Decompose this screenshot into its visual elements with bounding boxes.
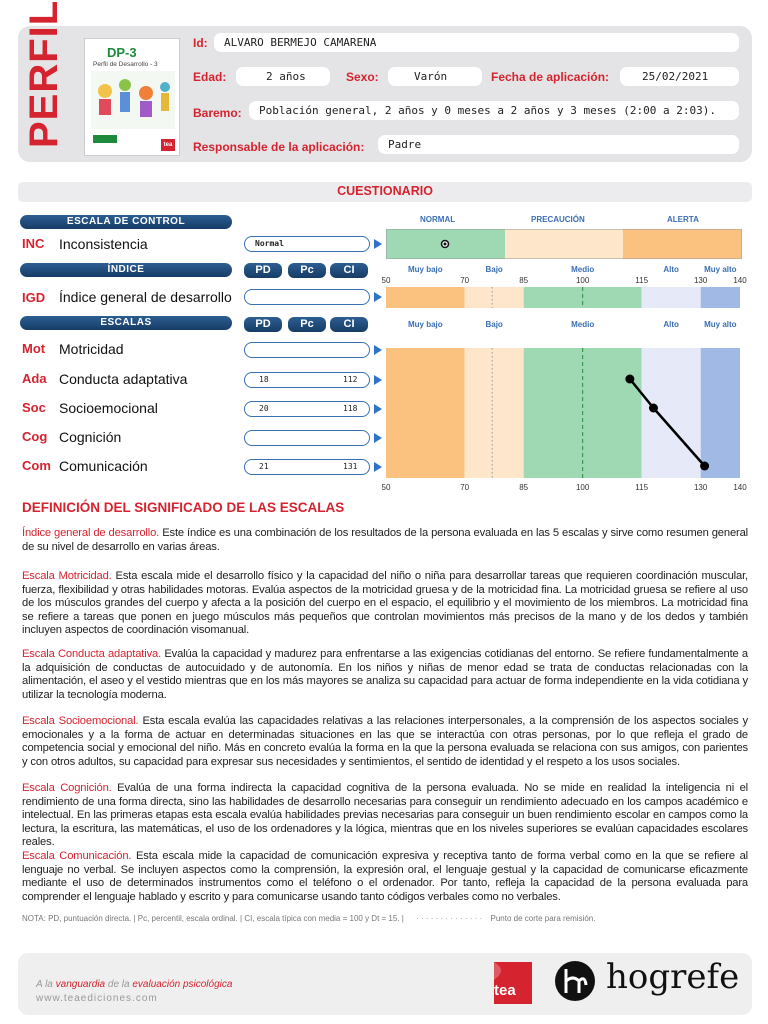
- profile-point-conducta-adaptativa: [625, 375, 634, 384]
- scales-tick-label: 100: [575, 483, 590, 492]
- igd-tick-label: 70: [460, 276, 470, 285]
- igd-tick-label: 100: [575, 276, 590, 285]
- scales-pc-header: Pc: [288, 317, 326, 332]
- scales-chart: [370, 316, 760, 496]
- scales-tick-label: 50: [381, 483, 391, 492]
- igd-band-alto: [642, 287, 701, 308]
- igd-chart: [370, 262, 760, 312]
- socioemocional-ci-value: 118: [343, 404, 358, 413]
- questionnaire-title: CUESTIONARIO: [337, 184, 433, 198]
- cover-illustration: [91, 71, 175, 129]
- cognicion-arrow-icon: [374, 433, 382, 443]
- socioemocional-score-field[interactable]: [244, 401, 370, 417]
- scales-band-bajo: [465, 348, 524, 478]
- hogrefe-logo-icon: [553, 959, 597, 1003]
- scales-band-label: Medio: [571, 320, 595, 329]
- note: [22, 914, 748, 924]
- cover-tea-logo: tea: [161, 139, 175, 151]
- motricidad-name: Motricidad: [59, 341, 124, 357]
- band-alerta-label: ALERTA: [667, 215, 699, 224]
- conducta-adaptativa-code: Ada: [22, 371, 47, 386]
- def-cognicion: Escala Cognición. Evalúa de una forma indirecta la capacidad cognitiva de la persona evaluada. No se mide en realidad la inteligencia ni el rendimiento de una forma directa, sino las habilidades de desarrollo necesarias para conseguir un rendimiento adecuado en los campos académico e intelectual. En las primeras etapas esta escala evalúa habilidades previas necesarias para conseguir un buen rendimiento escolar en campos como la lectura, la escritura, las matemáticas, el uso de los ordenadores y la lógica, mientras que en los niveles superiores se evalúan capacidades escolares reales.: [22, 782, 749, 849]
- motricidad-arrow-icon: [374, 345, 382, 355]
- igd-arrow-icon: [374, 292, 382, 302]
- edad-field[interactable]: 2 años: [236, 67, 330, 86]
- responsable-label: Responsable de la aplicación:: [193, 140, 365, 154]
- definitions-title: DEFINICIÓN DEL SIGNIFICADO DE LAS ESCALAS: [22, 500, 345, 515]
- index-header: ÍNDICE: [20, 263, 232, 277]
- igd-band-bajo: [465, 287, 524, 308]
- socioemocional-code: Soc: [22, 400, 46, 415]
- responsable-field[interactable]: Padre: [378, 135, 739, 154]
- def-igd: Índice general de desarrollo. Este índice es una combinación de los resultados de la persona evaluada en las 5 escalas y sirve como resumen general de su nivel de desarrollo en varias áreas.: [22, 527, 749, 553]
- index-pc-header: Pc: [288, 263, 326, 278]
- sexo-label: Sexo:: [346, 70, 379, 84]
- conducta-adaptativa-arrow-icon: [374, 375, 382, 385]
- scales-band-label: Alto: [663, 320, 679, 329]
- comunicacion-ci-value: 131: [343, 462, 358, 471]
- scales-tick-label: 70: [460, 483, 470, 492]
- edad-label: Edad:: [193, 70, 227, 84]
- conducta-adaptativa-ci-value: 112: [343, 375, 358, 384]
- perfil-title: PERFIL: [22, 0, 66, 148]
- igd-band-muy-alto: [701, 287, 740, 308]
- band-normal-label: NORMAL: [420, 215, 456, 224]
- igd-tick-label: 140: [733, 276, 747, 285]
- comunicacion-score-field[interactable]: [244, 459, 370, 475]
- socioemocional-pd-value: 20: [259, 404, 269, 413]
- igd-tick-label: 115: [635, 276, 649, 285]
- socioemocional-arrow-icon: [374, 404, 382, 414]
- control-band-precaucion: [505, 229, 623, 259]
- conducta-adaptativa-name: Conducta adaptativa: [59, 371, 188, 387]
- igd-tick-label: 50: [381, 276, 391, 285]
- scales-band-label: Bajo: [485, 320, 503, 329]
- comunicacion-arrow-icon: [374, 462, 382, 472]
- igd-tick-label: 85: [519, 276, 529, 285]
- scales-tick-label: 140: [733, 483, 747, 492]
- hogrefe-wordmark: hogrefe: [606, 957, 740, 997]
- inc-arrow-icon: [374, 239, 382, 249]
- footer-url[interactable]: www.teaediciones.com: [36, 993, 158, 1004]
- scales-ci-header: CI: [330, 317, 368, 332]
- baremo-field[interactable]: Población general, 2 años y 0 meses a 2 años y 3 meses (2:00 a 2:03).: [249, 101, 739, 120]
- id-field[interactable]: ALVARO BERMEJO CAMARENA: [214, 33, 739, 52]
- scales-tick-label: 115: [635, 483, 649, 492]
- footer-slogan: A la vanguardia de la evaluación psicológica: [36, 979, 233, 990]
- conducta-adaptativa-score-field[interactable]: [244, 372, 370, 388]
- scales-band-alto: [642, 348, 701, 478]
- scales-band-label: Muy alto: [704, 320, 737, 329]
- igd-name: Índice general de desarrollo: [59, 289, 232, 305]
- igd-code: IGD: [22, 290, 46, 305]
- def-conducta-adaptativa: Escala Conducta adaptativa. Evalúa la capacidad y madurez para enfrentarse a las exigencias cotidianas del entorno. Se refiere fundamentalmente a la adquisición de conductas de autocuidado y de autonomía. En los niños y niñas de menor edad se trata de conductas relacionadas con la alimentación, el aseo y el vestido mientras que en los más mayores se analiza su capacidad para actuar de forma independiente en la vida cotidiana y utilizar la tecnología moderna.: [22, 648, 749, 701]
- igd-score-field[interactable]: [244, 289, 370, 305]
- inc-code: INC: [22, 236, 45, 251]
- comunicacion-name: Comunicación: [59, 458, 148, 474]
- cover-figure-icon: [98, 84, 112, 98]
- control-band-alerta: [623, 229, 742, 259]
- comunicacion-code: Com: [22, 458, 51, 473]
- scales-header: ESCALAS: [20, 316, 232, 330]
- index-pd-header: PD: [244, 263, 282, 278]
- cover-subtitle: Perfil de Desarrollo - 3: [93, 61, 158, 68]
- tea-logo-text: tea: [494, 982, 516, 999]
- note-dots: · · · · · · · · · · · · · ·: [416, 914, 483, 923]
- profile-point-socioemocional: [649, 404, 658, 413]
- index-ci-header: CI: [330, 263, 368, 278]
- scales-band-muy-bajo: [386, 348, 465, 478]
- note-text: NOTA: PD, puntuación directa. | Pc, percentil, escala ordinal. | CI, escala típica con media = 100 y Dt = 15. |: [22, 914, 404, 923]
- socioemocional-name: Socioemocional: [59, 400, 158, 416]
- igd-band-label: Alto: [663, 265, 679, 274]
- scales-band-label: Muy bajo: [407, 320, 443, 329]
- igd-band-muy-bajo: [386, 287, 465, 308]
- comunicacion-pd-value: 21: [259, 462, 269, 471]
- id-label: Id:: [193, 36, 208, 50]
- control-bands: [386, 229, 742, 259]
- igd-tick-label: 130: [693, 276, 708, 285]
- cognicion-score-field[interactable]: [244, 430, 370, 446]
- inc-name: Inconsistencia: [59, 236, 148, 252]
- igd-band-label: Muy alto: [704, 265, 737, 274]
- band-precaucion-label: PRECAUCIÓN: [531, 215, 585, 224]
- note-cutoff: Punto de corte para remisión.: [490, 914, 596, 923]
- cover-title: DP-3: [107, 45, 137, 60]
- test-cover-image: [84, 38, 180, 156]
- igd-band-label: Muy bajo: [407, 265, 443, 274]
- motricidad-code: Mot: [22, 341, 46, 356]
- sexo-field[interactable]: Varón: [388, 67, 482, 86]
- scales-tick-label: 85: [519, 483, 529, 492]
- inc-value-field[interactable]: Normal: [244, 236, 370, 252]
- cognicion-name: Cognición: [59, 429, 122, 445]
- cognicion-code: Cog: [22, 429, 48, 444]
- scales-band-muy-alto: [701, 348, 740, 478]
- control-scale-header: ESCALA DE CONTROL: [20, 215, 232, 229]
- scales-tick-label: 130: [693, 483, 708, 492]
- baremo-label: Baremo:: [193, 106, 242, 120]
- def-comunicacion: Escala Comunicación. Esta escala mide la capacidad de comunicación expresiva y receptiva tanto de forma verbal como en la que se refiere al lenguaje no verbal. Se incluyen aspectos como la comprensión, la expresión oral, el lenguaje gestual y la capacidad de comunicarse eficazmente mediante el uso de determinados instrumentos como el teléfono o el ordenador. Por tanto, refleja la capacidad de la persona evaluada para comprender el lenguaje hablado y escrito y para comunicarse usando tanto códigos verbales como no verbales.: [22, 850, 748, 903]
- motricidad-score-field[interactable]: [244, 342, 370, 358]
- conducta-adaptativa-pd-value: 18: [259, 375, 269, 384]
- def-motricidad: Escala Motricidad. Esta escala mide el desarrollo físico y la capacidad del niño o niña para desarrollar tareas que requieren coordinación muscular, fuerza, flexibilidad y otras habilidades motoras. Evalúa aspectos de la motricidad gruesa y de la motricidad fina. La motricidad gruesa se refiere al uso de los músculos grandes del cuerpo y afecta a la posición del cuerpo en el espacio, el equilibrio y el movimiento de los miembros. La motricidad fina se refiere a tareas que ponen en juego músculos más pequeños que controlan movimientos más precisos de la mano y de los dedos y también incluyen aspectos de coordinación visomanual.: [22, 570, 748, 637]
- fecha-field[interactable]: 25/02/2021: [620, 67, 739, 86]
- igd-band-label: Bajo: [485, 265, 503, 274]
- def-socioemocional: Escala Socioemocional. Esta escala evalúa las capacidades relativas a las relaciones interpersonales, a la comprensión de los aspectos sociales y emocionales y a la forma de actuar en determinadas situaciones en las que se interactúa con otras personas, por lo que refleja el grado de competencia social y emocional del niño. Más en concreto evalúa la forma en la que la persona evaluada se relaciona con sus amigos, con parientes y con otros adultos, su capacidad para expresar sus necesidades y sentimientos, el sentido de identidad y el respeto a los usos sociales.: [22, 715, 748, 768]
- scales-pd-header: PD: [244, 317, 282, 332]
- fecha-label: Fecha de aplicación:: [491, 70, 610, 84]
- igd-band-label: Medio: [571, 265, 595, 274]
- profile-point-comunicación: [700, 462, 709, 471]
